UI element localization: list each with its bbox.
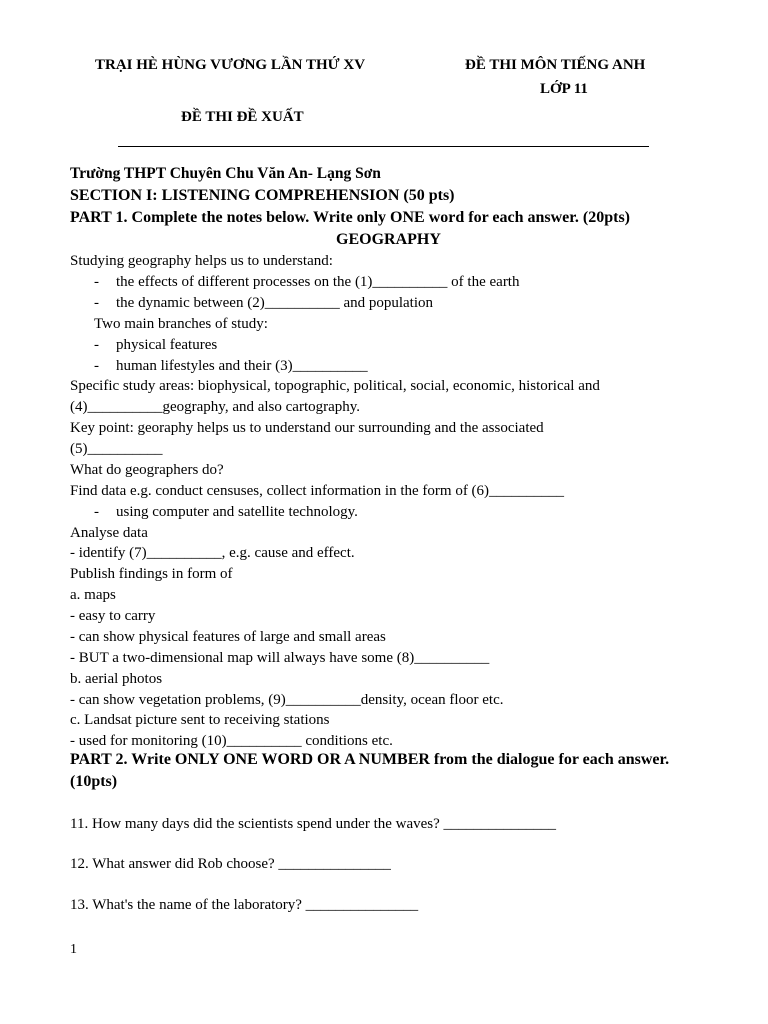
camp-title: TRẠI HÈ HÙNG VƯƠNG LẦN THỨ XV	[95, 57, 366, 73]
note-line: Key point: georaphy helps us to understand our surrounding and the associated	[70, 420, 544, 436]
proposal-label: ĐỀ THI ĐỀ XUẤT	[181, 109, 304, 125]
note-line: - can show physical features of large and small areas	[70, 629, 386, 645]
grade-label: LỚP 11	[540, 81, 588, 97]
note-bullet: - physical features	[94, 337, 218, 353]
note-line: - can show vegetation problems, (9)__________density, ocean floor etc.	[70, 692, 504, 708]
note-line: Publish findings in form of	[70, 566, 233, 582]
note-line: - used for monitoring (10)__________ conditions etc.	[70, 733, 393, 749]
question-12: 12. What answer did Rob choose? _______________	[70, 856, 391, 872]
note-line: - BUT a two-dimensional map will always have some (8)__________	[70, 650, 490, 666]
page-number: 1	[70, 942, 77, 957]
note-line: Two main branches of study:	[94, 316, 268, 332]
part1-instruction: PART 1. Complete the notes below. Write only ONE word for each answer. (20pts)	[70, 209, 631, 226]
part2-instruction-points: (10pts)	[70, 773, 118, 790]
note-line: What do geographers do?	[70, 462, 224, 478]
topic-title: GEOGRAPHY	[336, 231, 441, 248]
section-title: SECTION I: LISTENING COMPREHENSION (50 pts)	[70, 187, 455, 204]
exam-title: ĐỀ THI MÔN TIẾNG ANH	[465, 57, 646, 73]
question-13: 13. What's the name of the laboratory? _______________	[70, 897, 419, 913]
note-line: Studying geography helps us to understand:	[70, 253, 333, 269]
note-line: a. maps	[70, 587, 116, 603]
note-line: - easy to carry	[70, 608, 156, 624]
question-11: 11. How many days did the scientists spend under the waves? _______________	[70, 816, 557, 832]
school-name: Trường THPT Chuyên Chu Văn An- Lạng Sơn	[70, 165, 381, 182]
note-bullet: - the effects of different processes on the (1)__________ of the earth	[94, 274, 520, 290]
note-bullet: - the dynamic between (2)__________ and population	[94, 295, 434, 311]
note-bullet: - human lifestyles and their (3)__________	[94, 358, 368, 374]
part2-instruction: PART 2. Write ONLY ONE WORD OR A NUMBER from the dialogue for each answer.	[70, 751, 670, 768]
note-bullet: - using computer and satellite technology.	[94, 504, 358, 520]
note-line: - identify (7)__________, e.g. cause and effect.	[70, 545, 355, 561]
note-line: (5)__________	[70, 441, 163, 457]
note-line: Find data e.g. conduct censuses, collect information in the form of (6)__________	[70, 483, 565, 499]
note-line: b. aerial photos	[70, 671, 163, 687]
note-line: Specific study areas: biophysical, topographic, political, social, economic, historical and	[70, 378, 600, 394]
note-line: (4)__________geography, and also cartography.	[70, 399, 361, 415]
header-divider	[118, 146, 649, 147]
note-line: c. Landsat picture sent to receiving stations	[70, 712, 330, 728]
note-line: Analyse data	[70, 525, 148, 541]
